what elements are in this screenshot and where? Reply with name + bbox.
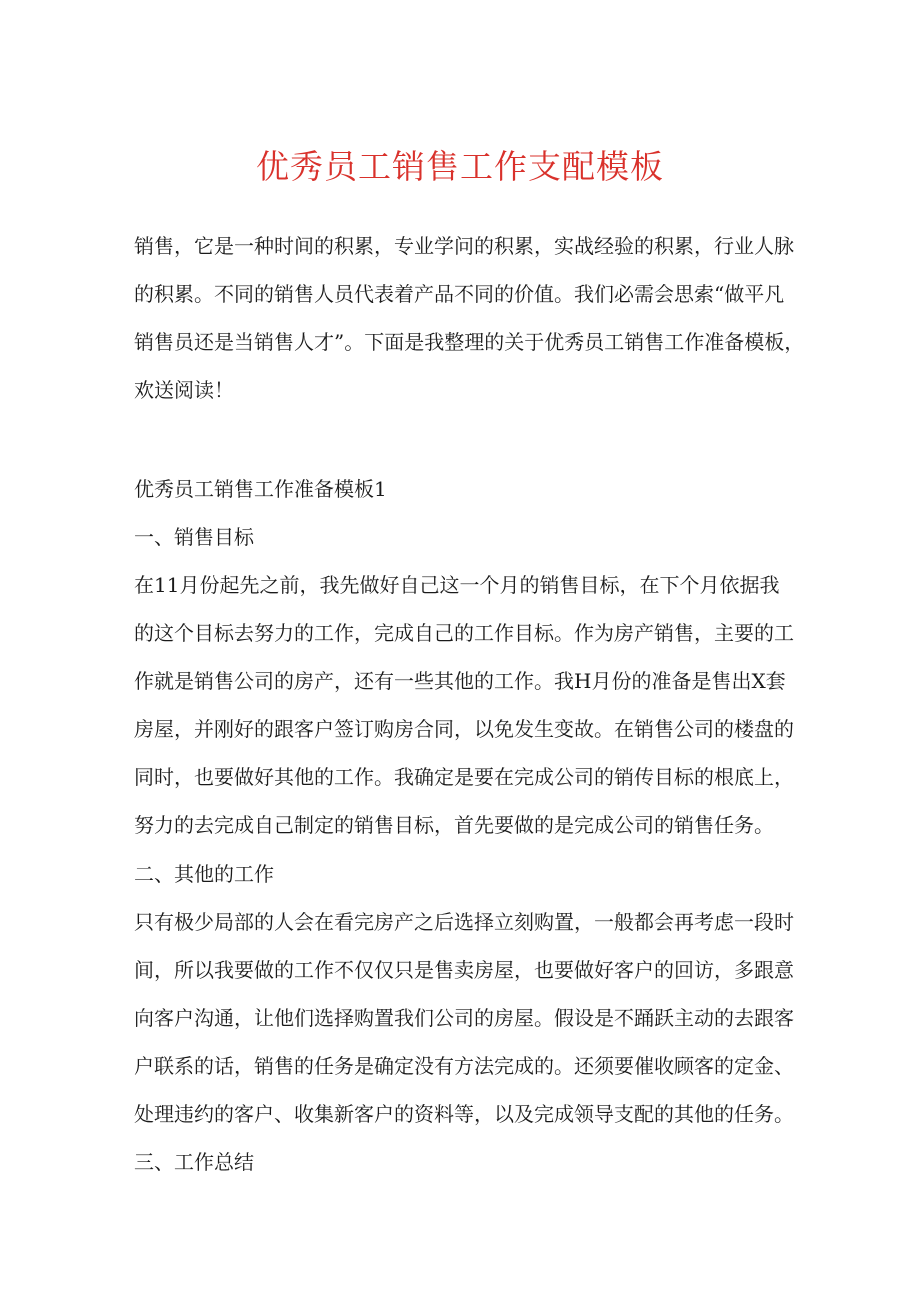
paragraph-line: 的这个目标去努力的工作，完成自己的工作目标。作为房产销售，主要的工: [134, 621, 794, 645]
intro-line: 销售，它是一种时间的积累，专业学问的积累，实战经验的积累，行业人脉: [134, 234, 794, 258]
paragraph-line: 向客户沟通，让他们选择购置我们公司的房屋。假设是不踊跃主动的去跟客: [134, 1006, 794, 1030]
intro-line: 的积累。不同的销售人员代表着产品不同的价值。我们必需会思索“做平凡: [134, 282, 785, 306]
section-paragraph-other-work: [134, 898, 794, 1138]
paragraph-line: 努力的去完成自己制定的销售目标，首先要做的是完成公司的销售任务。: [134, 813, 774, 837]
paragraph-line: 同时，也要做好其他的工作。我确定是要在完成公司的销传目标的根底上，: [134, 765, 794, 789]
intro-line: 欢送阅读！: [134, 378, 234, 402]
section-heading-other-work: 二、其他的工作: [134, 862, 274, 886]
section-paragraph-sales-goal: [134, 561, 794, 849]
paragraph-line: 户联系的话，销售的任务是确定没有方法完成的。还须要催收顾客的定金、: [134, 1054, 794, 1078]
intro-paragraph: [134, 222, 805, 414]
paragraph-line: 处理违约的客户、收集新客户的资料等，以及完成领导支配的其他的任务。: [134, 1102, 794, 1126]
section-heading-sales-goal: 一、销售目标: [134, 525, 254, 549]
section-heading-work-summary: 三、工作总结: [134, 1150, 254, 1174]
paragraph-line: 只有极少局部的人会在看完房产之后选择立刻购置，一般都会再考虑一段时: [134, 910, 794, 934]
paragraph-line: 在11月份起先之前，我先做好自己这一个月的销售目标，在下个月依据我: [134, 573, 780, 597]
paragraph-line: 作就是销售公司的房产，还有一些其他的工作。我H月份的准备是售出X套: [134, 669, 786, 693]
document-title: 优秀员工销售工作支配模板: [256, 147, 664, 186]
intro-line: 销售员还是当销售人才”。下面是我整理的关于优秀员工销售工作准备模板，: [134, 330, 805, 354]
paragraph-line: 房屋，并刚好的跟客户签订购房合同，以免发生变故。在销售公司的楼盘的: [134, 717, 794, 741]
paragraph-line: 间，所以我要做的工作不仅仅只是售卖房屋，也要做好客户的回访，多跟意: [134, 958, 794, 982]
template-title: 优秀员工销售工作准备模板1: [134, 477, 387, 501]
